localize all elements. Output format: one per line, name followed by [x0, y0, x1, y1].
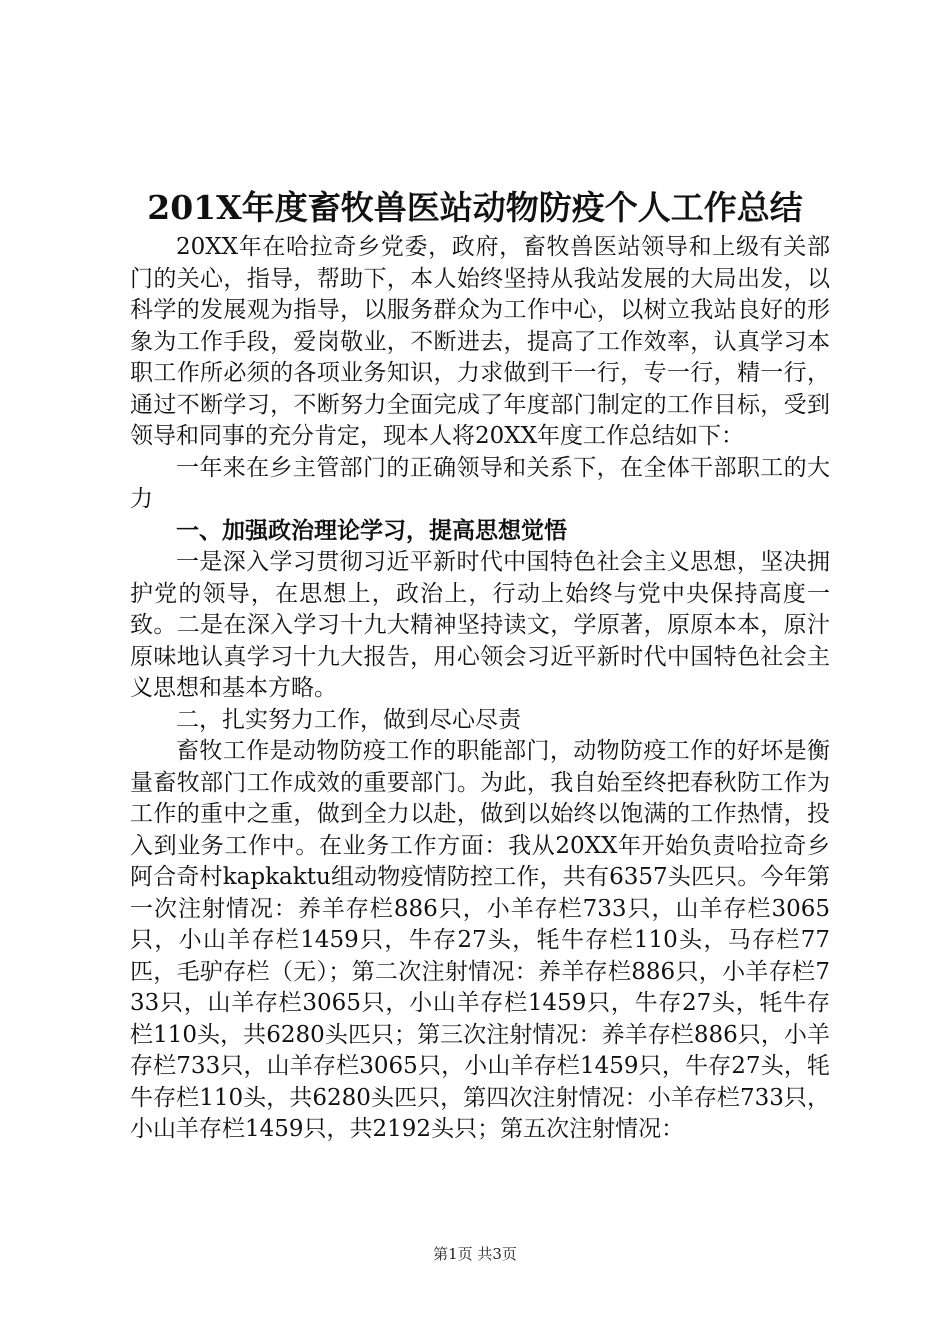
page-footer: 第1页 共3页 — [433, 1245, 517, 1263]
paragraph-work: 畜牧工作是动物防疫工作的职能部门，动物防疫工作的好坏是衡量畜牧部门工作成效的重要部门。为此，我自始至终把春秋防工作为工作的重中之重，做到全力以赴，做到以始终以饱满的工作热情，投入到业务工作中。在业务工作方面：我从20XX年开始负责哈拉奇乡阿合奇村kapkaktu组动物疫情防控工作，共有6357头匹只。今年第一次注射情况：养羊存栏886只，小羊存栏733只，山羊存栏3065只，小山羊存栏1459只，牛存27头，牦牛存栏110头，马存栏77匹，毛驴存栏（无）；第二次注射情况：养羊存栏886只，小羊存栏733只，山羊存栏3065只，小山羊存栏1459只，牛存27头，牦牛存栏110头，共6280头匹只；第三次注射情况：养羊存栏886只，小羊存栏733只，山羊存栏3065只，小山羊存栏1459只，牛存27头，牦牛存栏110头，共6280头匹只，第四次注射情况：小羊存栏733只，小山羊存栏1459只，共2192头只；第五次注射情况： — [130, 738, 830, 1142]
paragraph-politics: 一是深入学习贯彻习近平新时代中国特色社会主义思想，坚决拥护党的领导，在思想上，政治上，行动上始终与党中央保持高度一致。二是在深入学习十九大精神坚持读文，学原著，原原本本，原汁原味地认真学习十九大报告，用心领会习近平新时代中国特色社会主义思想和基本方略。 — [130, 549, 830, 701]
paragraph-intro: 20XX年在哈拉奇乡党委，政府，畜牧兽医站领导和上级有关部门的关心，指导，帮助下，本人始终坚持从我站发展的大局出发，以科学的发展观为指导，以服务群众为工作中心，以树立我站良好的形象为工作手段，爱岗敬业，不断进去，提高了工作效率，认真学习本职工作所必须的各项业务知识，力求做到干一行，专一行，精一行，通过不断学习，不断努力全面完成了年度部门制定的工作目标，受到领导和同事的充分肯定，现本人将20XX年度工作总结如下： — [130, 234, 830, 449]
paragraph-leadership: 一年来在乡主管部门的正确领导和关系下，在全体干部职工的大力 — [130, 454, 830, 512]
section-heading-politics: 一、加强政治理论学习，提高思想觉悟 — [176, 517, 567, 544]
document-body — [130, 232, 830, 1146]
section-heading-work: 二，扎实努力工作，做到尽心尽责 — [176, 706, 521, 733]
document-title: 201X年度畜牧兽医站动物防疫个人工作总结 — [147, 188, 803, 227]
